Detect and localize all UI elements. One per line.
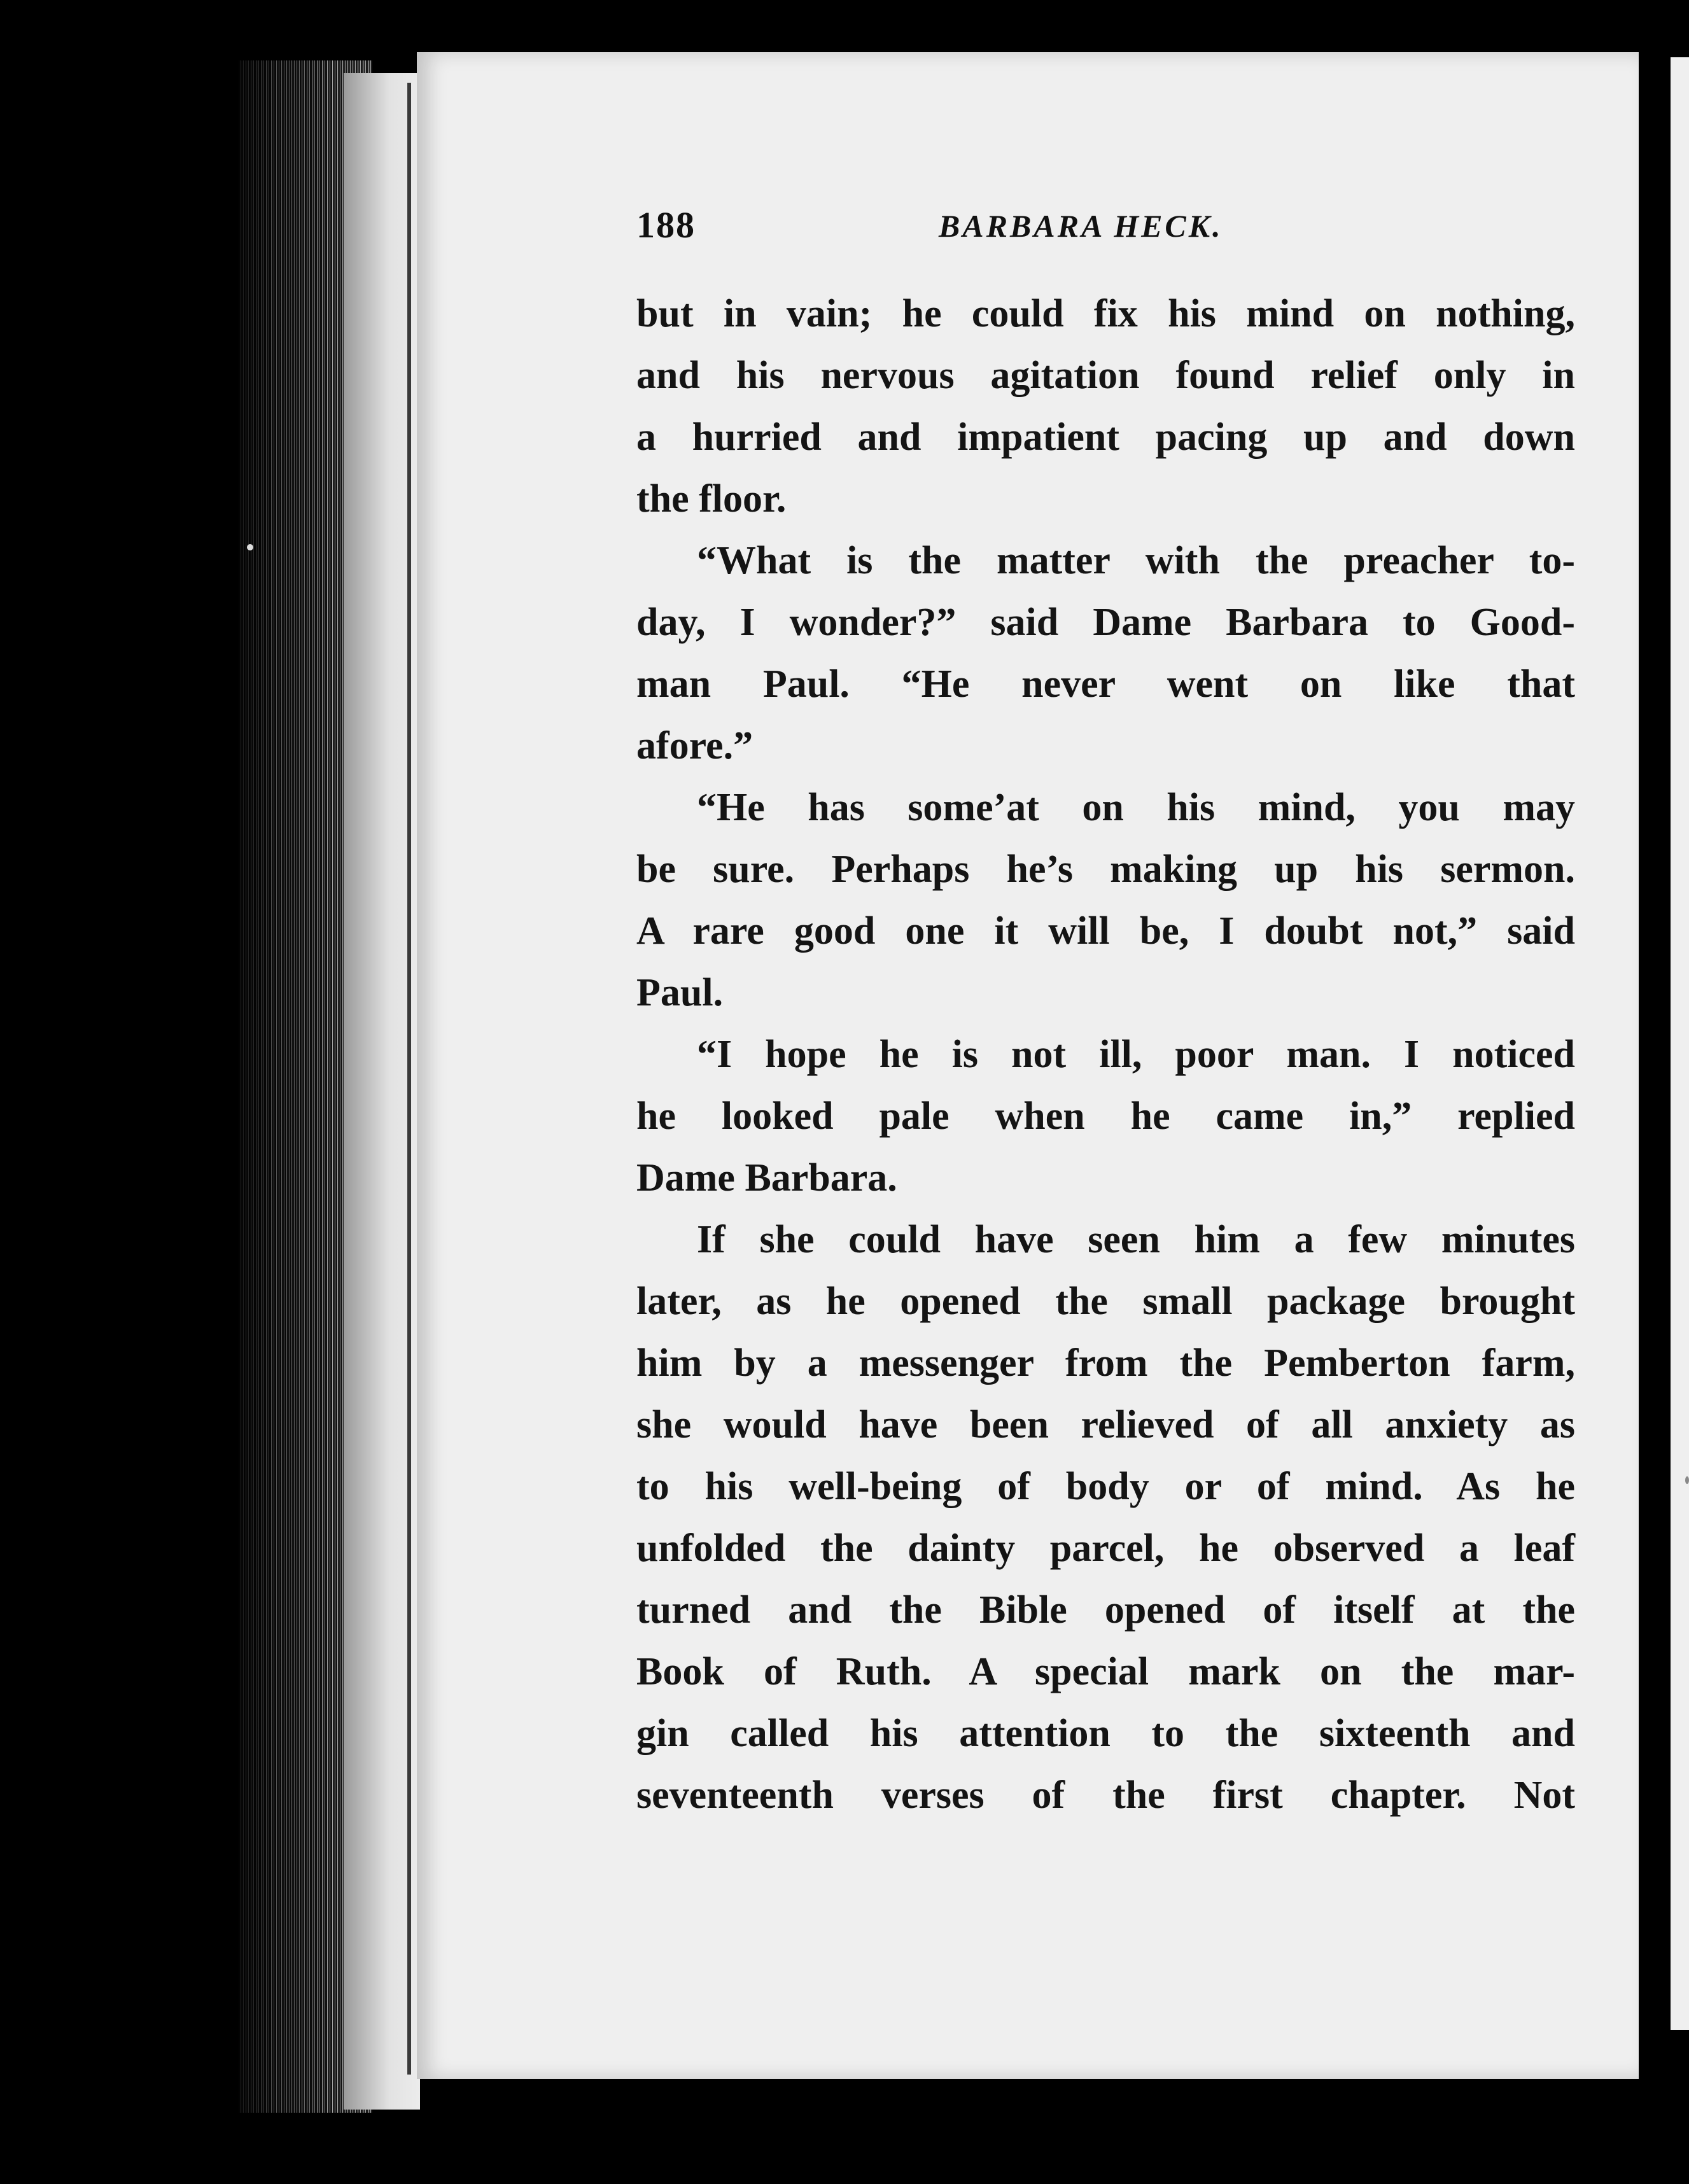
text-line: Paul. (636, 971, 724, 1014)
text-line: Book of Ruth. A special mark on the mar- (636, 1650, 1575, 1693)
text-line: to his well-being of body or of mind. As he (636, 1465, 1575, 1508)
text-line: she would have been relieved of all anxiety as (636, 1403, 1575, 1446)
text-line: turned and the Bible opened of itself at the (636, 1588, 1575, 1632)
text-line: afore.” (636, 724, 753, 767)
text-line: Dame Barbara. (636, 1156, 897, 1200)
running-head (636, 204, 1585, 261)
scan-speck (247, 544, 253, 550)
gutter-shadow (407, 83, 411, 2075)
text-line: he looked pale when he came in,” replied (636, 1095, 1575, 1138)
text-line: “What is the matter with the preacher to- (697, 539, 1575, 582)
text-line: the floor. (636, 477, 787, 521)
text-line: be sure. Perhaps he’s making up his sermon. (636, 848, 1575, 891)
text-line: him by a messenger from the Pemberton farm, (636, 1341, 1575, 1385)
body-text (636, 283, 1575, 1826)
text-line: a hurried and impatient pacing up and down (636, 416, 1575, 459)
running-title: BARBARA HECK. (939, 208, 1223, 244)
scan-speck (1685, 1476, 1689, 1484)
text-line: unfolded the dainty parcel, he observed a leaf (636, 1527, 1575, 1570)
page-number: 188 (636, 204, 696, 246)
text-line: seventeenth verses of the first chapter. Not (636, 1774, 1575, 1817)
text-line: A rare good one it will be, I doubt not,” said (636, 909, 1575, 953)
text-line: and his nervous agitation found relief only in (636, 354, 1575, 397)
text-line: later, as he opened the small package brought (636, 1280, 1575, 1323)
text-line: If she could have seen him a few minutes (697, 1218, 1575, 1261)
text-line: day, I wonder?” said Dame Barbara to Good- (636, 601, 1575, 644)
text-line: “He has some’at on his mind, you may (697, 786, 1575, 829)
text-line: man Paul. “He never went on like that (636, 662, 1575, 706)
text-line: but in vain; he could fix his mind on nothing, (636, 292, 1575, 335)
facing-page-edge (1671, 57, 1689, 2030)
text-line: “I hope he is not ill, poor man. I noticed (697, 1033, 1575, 1076)
text-line: gin called his attention to the sixteenth and (636, 1712, 1575, 1755)
